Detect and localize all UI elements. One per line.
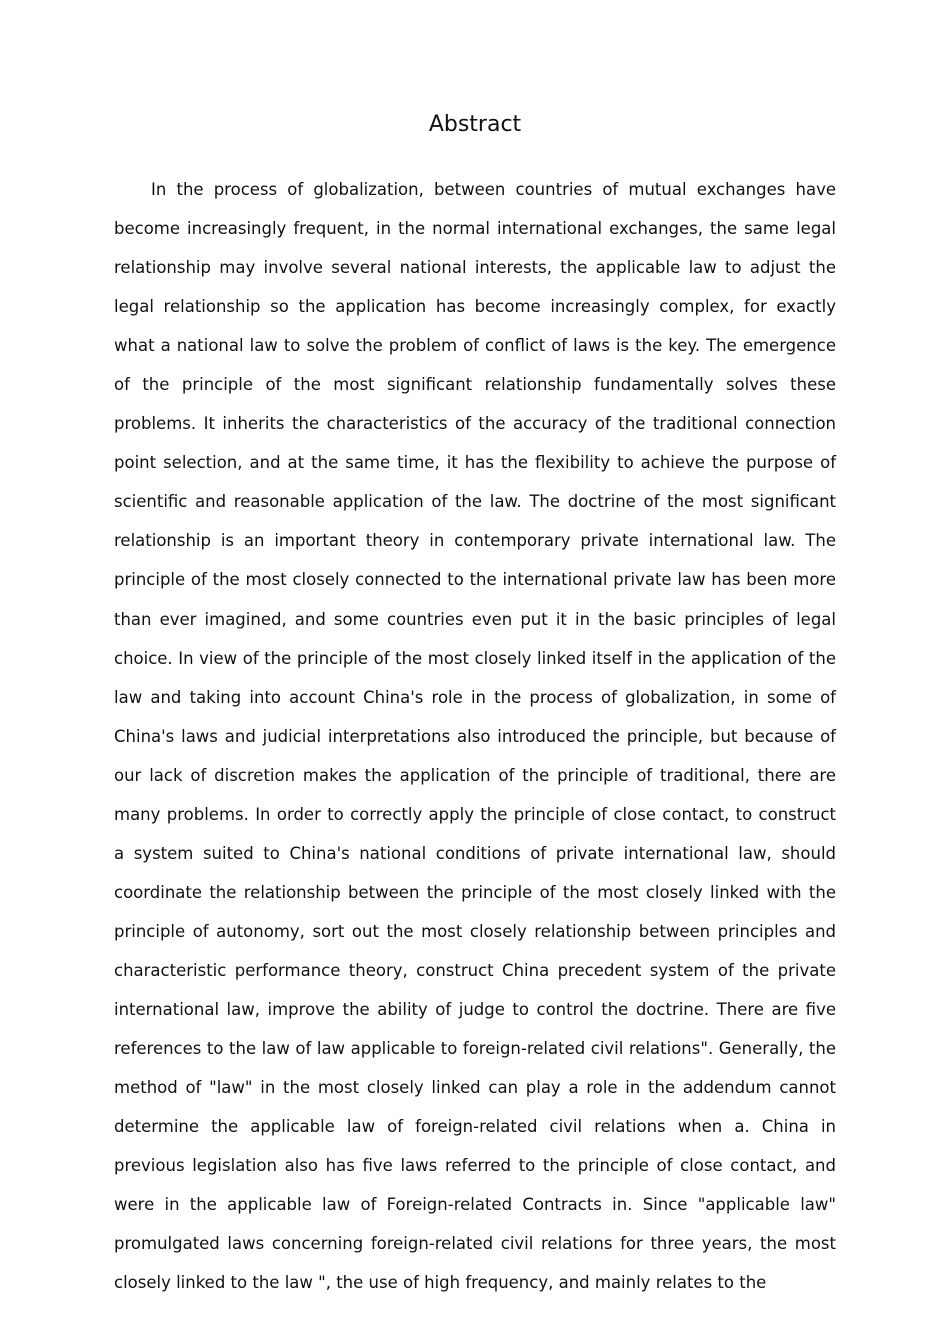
- abstract-paragraph: In the process of globalization, between countries of mutual exchanges have become increasingly frequent, in the normal international exchanges, the same legal relationship may involve several national interests, the applicable law to adjust the legal relationship so the application has become increasingly complex, for exactly what a national law to solve the problem of conflict of laws is the key. The emergence of the principle of the most significant relationship fundamentally solves these problems. It inherits the characteristics of the accuracy of the traditional connection point selection, and at the same time, it has the flexibility to achieve the purpose of scientific and reasonable application of the law. The doctrine of the most significant relationship is an important theory in contemporary private international law. The principle of the most closely connected to the international private law has been more than ever imagined, and some countries even put it in the basic principles of legal choice. In view of the principle of the most closely linked itself in the application of the law and taking into account China's role in the process of globalization, in some of China's laws and judicial interpretations also introduced the principle, but because of our lack of discretion makes the application of the principle of traditional, there are many problems. In order to correctly apply the principle of close contact, to construct a system suited to China's national conditions of private international law, should coordinate the relationship between the principle of the most closely linked with the principle of autonomy, sort out the most closely relationship between principles and characteristic performance theory, construct China precedent system of the private international law, improve the ability of judge to control the doctrine. There are five references to the law of law applicable to foreign-related civil relations". Generally, the method of "law" in the most closely linked can play a role in the addendum cannot determine the applicable law of foreign-related civil relations when a. China in previous legislation also has five laws referred to the principle of close contact, and were in the applicable law of Foreign-related Contracts in. Since "applicable law" promulgated laws concerning foreign-related civil relations for three years, the most closely linked to the law ", the use of high frequency, and mainly relates to the: [114, 180, 836, 1293]
- abstract-title: Abstract: [428, 112, 522, 137]
